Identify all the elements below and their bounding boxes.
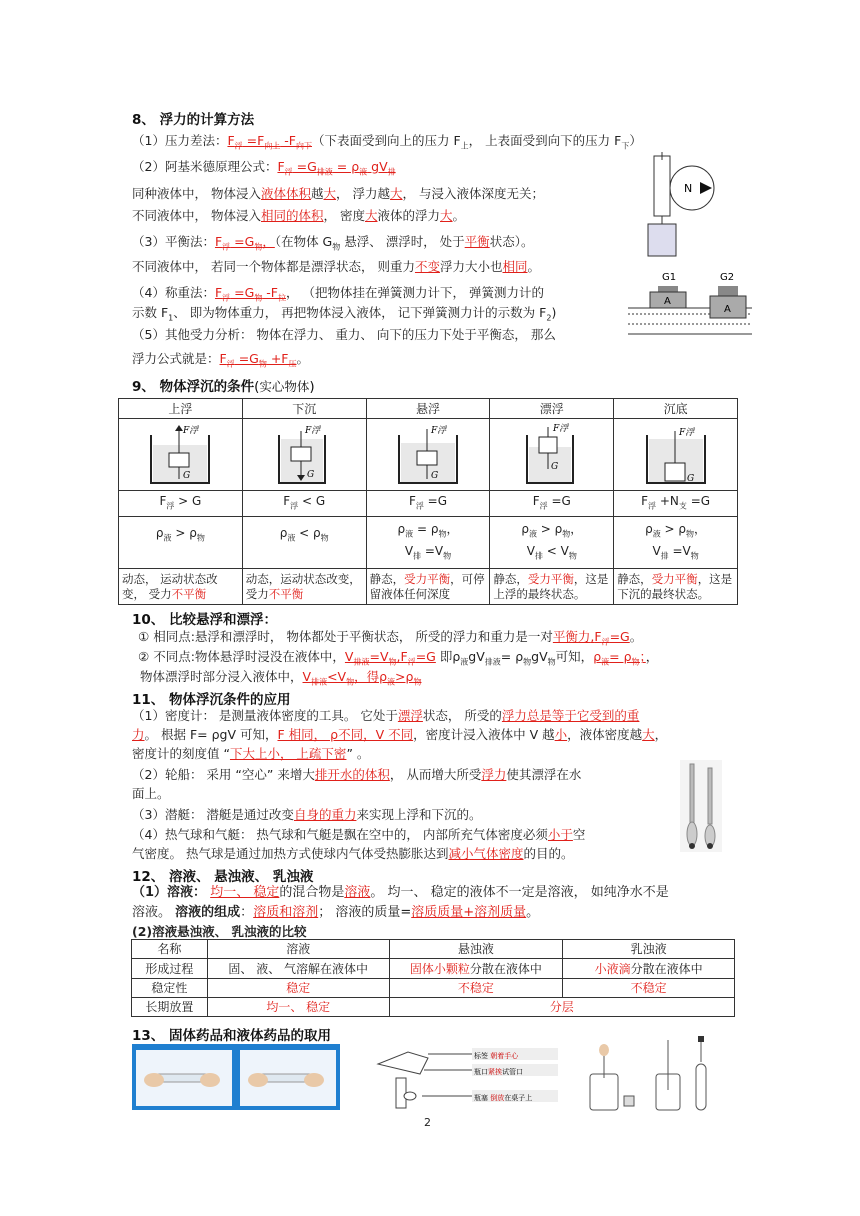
th-name: 名称 [132, 940, 208, 959]
section-10-title: 10、 比较悬浮和漂浮： [132, 612, 277, 628]
state-float: 静态，受力平衡，这是上浮的最终状态。 [490, 569, 614, 605]
fig-rise [119, 419, 243, 491]
row-stability-suspension: 不稳定 [389, 979, 563, 998]
header-sink: 下沉 [242, 399, 366, 419]
fig-float [490, 419, 614, 491]
s8-line-7: （4）称重法：$F_浮 =G_物$ $-F_拉$， （把物体挂在弹簧测力计下， 弹簧测力计的 [132, 285, 544, 303]
header-suspend: 悬浮 [366, 399, 490, 419]
label-g-5: G [686, 473, 694, 484]
s8-line-3: 同种液体中， 物体浸入液体体积越大， 浮力越大， 与浸入液体深度无关； [132, 186, 545, 201]
row-stability-solution: 稳定 [207, 979, 389, 998]
solid-reagent-photo [132, 1044, 340, 1110]
row-stability-emulsion: 不稳定 [563, 979, 735, 998]
label-fbuoy-3: F浮 [430, 425, 447, 436]
state-rise: 动态， 运动状态改变， 受力不平衡 [119, 569, 243, 605]
force-sink: $F_浮 < G$ [242, 491, 366, 517]
s11-line-6: （3）潜艇： 潜艇是通过改变自身的重力来实现上浮和下沉的。 [132, 807, 482, 822]
svg-text:标签 朝着手心 [474, 1051, 519, 1060]
force-rise: $F_浮 > G$ [119, 491, 243, 517]
s8-line-10: 浮力公式就是：$F_浮 =G_物 +F_压$。 [132, 351, 310, 369]
label-palm: 朝着手心 [490, 1052, 519, 1060]
header-rise: 上浮 [119, 399, 243, 419]
fig-label-a2: A [724, 304, 731, 315]
label-g-4: G [550, 461, 558, 472]
row-formation-emulsion: 小液滴分散在液体中 [563, 959, 735, 979]
row-formation-suspension: 固体小颗粒分散在液体中 [389, 959, 563, 979]
th-emulsion: 乳浊液 [563, 940, 735, 959]
s8-line-9: （5）其他受力分析： 物体在浮力、 重力、 向下的压力下处于平衡态， 那么 [132, 327, 556, 342]
dropper-diagram [576, 1034, 738, 1114]
dens-suspend: $\rho_液 = \rho_物$， $V_排 =V_物$ [366, 517, 490, 569]
section-11-title: 11、 物体浮沉条件的应用 [132, 692, 291, 708]
fig-label-n: N [684, 182, 693, 195]
s11-line-8: 气密度。 热气球是通过加热方式使球内气体受热膨胀达到减小气体密度的目的。 [132, 846, 574, 861]
s11-line-3: 密度计的刻度值 “下大上小， 上疏下密” 。 [132, 746, 370, 761]
label-close: 紧挨 [488, 1068, 502, 1076]
sink-float-table [118, 398, 738, 605]
section-12-title: 12、 溶液、 悬浊液、 乳浊液 [132, 869, 314, 885]
label-on-table: 在桌子上 [504, 1094, 533, 1102]
section-13-title: 13、 固体药品和液体药品的取用 [132, 1028, 331, 1044]
s8-line-1: （1）压力差法：$F_浮 =F_{向上}$ $-F_{向下}$（下表面受到向上的压力 $F_上$， 上表面受到向下的压力 $F_下$） [132, 133, 642, 151]
state-suspend: 静态，受力平衡，可停留液体任何深度 [366, 569, 490, 605]
section-8-title: 8、 浮力的计算方法 [132, 112, 255, 128]
dens-float: $\rho_液 > \rho_物$， $V_排 < V_物$ [490, 517, 614, 569]
dens-rise: $\rho_液 > \rho_物$ [119, 517, 243, 569]
hydrometer-figure [680, 760, 722, 852]
row-stability-label: 稳定性 [132, 979, 208, 998]
row-formation-solution: 固、 液、 气溶解在液体中 [207, 959, 389, 979]
fig-bottom [614, 419, 738, 491]
s10-line-1: ① 相同点:悬浮和漂浮时， 物体都处于平衡状态， 所受的浮力和重力是一对平衡力$,F_浮=G$。 [138, 629, 643, 647]
row-longterm-other: 分层 [389, 998, 734, 1017]
s11-line-1: （1）密度计： 是测量液体密度的工具。 它处于漂浮状态， 所受的浮力总是等于它受到的重 [132, 708, 640, 723]
th-solution: 溶液 [207, 940, 389, 959]
s8-line-6: 不同液体中， 若同一个物体都是漂浮状态， 则重力不变浮力大小也相同。 [132, 259, 541, 274]
label-stopper: 瓶塞 [474, 1094, 488, 1102]
label-inverted: 倒放 [490, 1094, 505, 1102]
row-longterm-label: 长期放置 [132, 998, 208, 1017]
label-fbuoy-5: F浮 [678, 427, 694, 438]
s12-subtitle: (2)溶液悬浊液、 乳浊液的比较 [132, 924, 307, 939]
label-g-2: G [307, 469, 315, 480]
s8-line-8: 示数 $F_1$、 即为物体重力， 再把物体浸入液体， 记下弹簧测力计的示数为 $F_2$) [132, 305, 557, 323]
s12-line-2: 溶液。 溶液的组成：溶质和溶剂； 溶液的质量=溶质质量+溶剂质量。 [132, 905, 540, 920]
label-mouth: 瓶口 [474, 1068, 488, 1076]
header-bottom: 沉底 [614, 399, 738, 419]
label-g-3: G [430, 470, 439, 481]
svg-text:瓶口紧挨试管口 [474, 1067, 523, 1076]
s12-line-1: （1）溶液： 均一、 稳定的混合物是溶液。 均一、 稳定的液体不一定是溶液， 如纯净水不是 [132, 885, 669, 900]
label-fbuoy-1: F浮 [183, 425, 199, 436]
force-float: $F_浮 =G$ [490, 491, 614, 517]
label-fbuoy-4: F浮 [552, 423, 569, 434]
s8-line-5: （3）平衡法：$F_浮 =G_物$，（在物体 $G_物$ 悬浮、 漂浮时， 处于平衡状态）。 [132, 234, 534, 252]
section-9-title: 9、 物体浮沉的条件(实心物体) [132, 379, 315, 395]
liquid-pouring-diagram [368, 1034, 564, 1114]
label-tube-mouth: 试管口 [502, 1068, 523, 1076]
fig-suspend [366, 419, 490, 491]
state-bottom: 静态，受力平衡，这是下沉的最终状态。 [614, 569, 738, 605]
s11-line-5: 面上。 [132, 786, 170, 801]
th-suspension: 悬浊液 [389, 940, 563, 959]
state-sink: 动态，运动状态改变， 受力不平衡 [242, 569, 366, 605]
row-formation-label: 形成过程 [132, 959, 208, 979]
s11-line-4: （2）轮船： 采用 “空心” 来增大排开水的体积， 从而增大所受浮力使其漂浮在水 [132, 767, 582, 782]
force-suspend: $F_浮 =G$ [366, 491, 490, 517]
force-bottom: $F_浮 +N_支 =G$ [614, 491, 738, 517]
row-longterm-solution: 均一、 稳定 [207, 998, 389, 1017]
s11-line-7: （4）热气球和气艇： 热气球和气艇是飘在空中的， 内部所充气体密度必须小于空 [132, 827, 586, 842]
header-float: 漂浮 [490, 399, 614, 419]
dens-bottom: $\rho_液 > \rho_物$， $V_排 =V_物$ [614, 517, 738, 569]
s10-line-3: 物体漂浮时部分浸入液体中，$V_{排液}<V_物$，得$\rho_液>\rho_物$ [140, 669, 422, 687]
dens-sink: $\rho_液 < \rho_物$ [242, 517, 366, 569]
fig-label-g2: G2 [720, 272, 735, 283]
weighing-blocks-figure [628, 262, 752, 336]
label-tag: 标签 [474, 1052, 488, 1060]
s8-line-2: （2）阿基米德原理公式：$F_浮 =G_{排液} = \rho_液$ $gV_排$ [132, 159, 396, 177]
solution-compare-table [131, 939, 735, 1017]
s11-line-2: 力。 根据 F= ρgV 可知，F 相同， ρ不同，V 不同，密度计浸入液体中 V 越小，液体密度越大， [132, 727, 668, 742]
s10-line-2: ② 不同点:物体悬浮时浸没在液体中，$V_{排液}=V_物,F_浮=G$ 即$\rho_液gV_{排液}= \rho_物gV_物$可知，$\rho_液= \rho_物$；， [138, 649, 659, 667]
fig-sink [242, 419, 366, 491]
fig-label-g1: G1 [662, 272, 677, 283]
spring-balance-figure [640, 152, 720, 260]
fig-label-a1: A [664, 296, 671, 307]
label-g-1: G [183, 470, 191, 481]
label-fbuoy-2: F浮 [305, 425, 321, 436]
svg-text:瓶塞 倒放在桌子上 [474, 1093, 532, 1102]
s8-line-4: 不同液体中， 物体浸入相同的体积， 密度大液体的浮力大。 [132, 208, 466, 223]
page-number: 2 [424, 1116, 431, 1129]
